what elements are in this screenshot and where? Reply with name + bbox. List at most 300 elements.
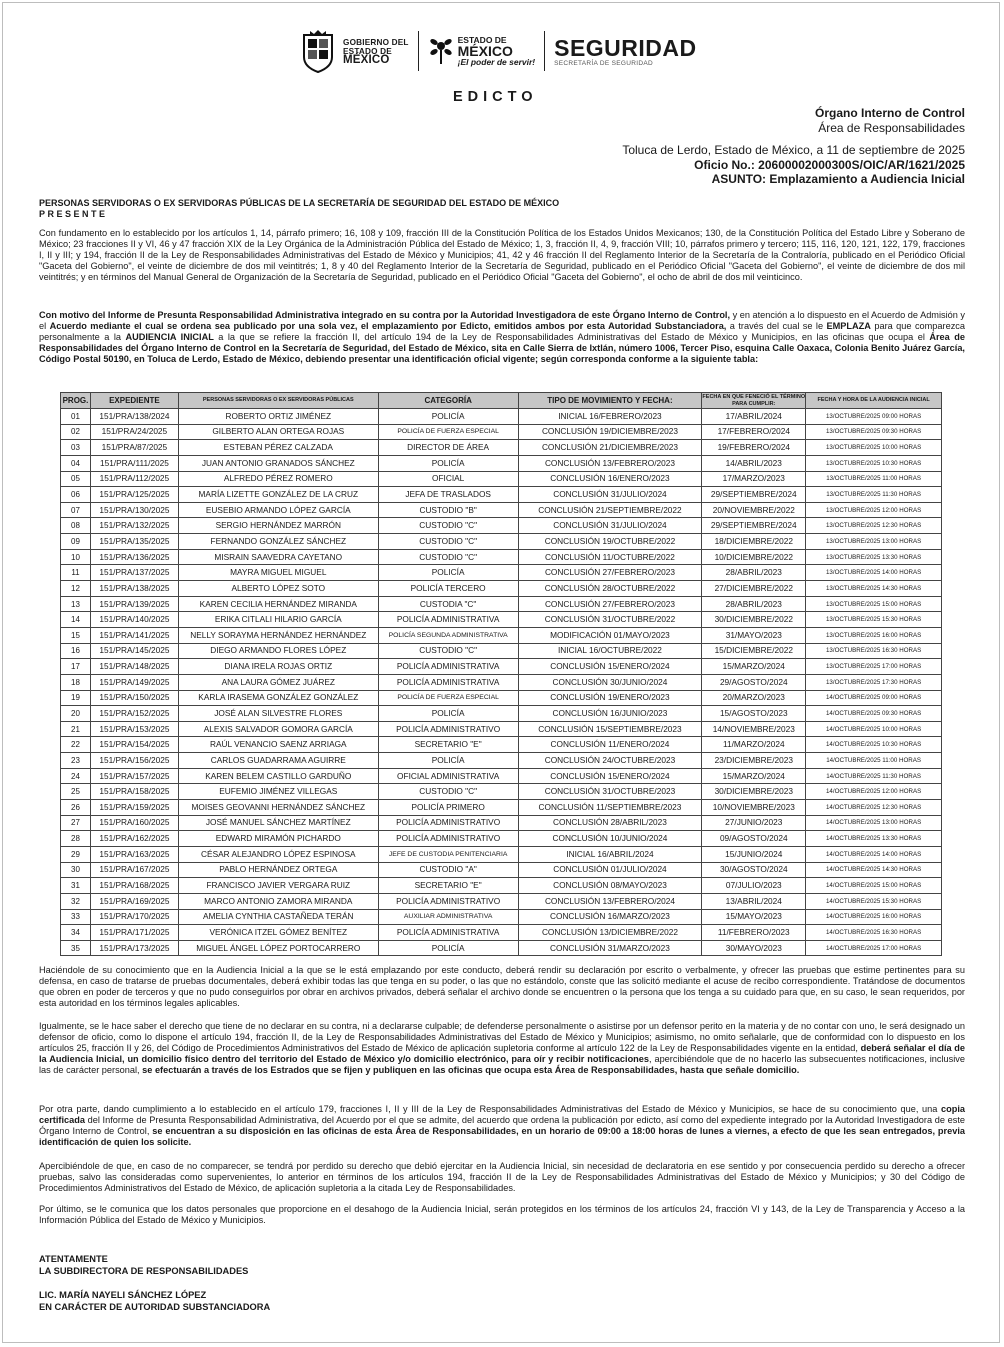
cell-audiencia: 14/OCTUBRE/2025 13:30 HORAS: [806, 831, 942, 847]
cell-movimiento: CONCLUSIÓN 01/JULIO/2024: [518, 862, 702, 878]
cell-expediente: 151/PRA/137/2025: [90, 565, 178, 581]
cell-prog: 30: [61, 862, 91, 878]
cell-fenecio: 29/SEPTIEMBRE/2024: [702, 518, 806, 534]
cell-persona: KARLA IRASEMA GONZÁLEZ GONZÁLEZ: [178, 690, 378, 706]
cell-expediente: 151/PRA/24/2025: [90, 424, 178, 440]
cell-expediente: 151/PRA/170/2025: [90, 909, 178, 925]
derecho-c: , apercibiéndole que de no hacerlo las subsecuentes notificaciones, inclusive las de carácter personal,: [39, 1053, 965, 1075]
cell-movimiento: CONCLUSIÓN 19/DICIEMBRE/2023: [518, 424, 702, 440]
cell-persona: ESTEBAN PÉREZ CALZADA: [178, 440, 378, 456]
cell-categoria: AUXILIAR ADMINISTRATIVA: [378, 909, 518, 925]
cell-prog: 20: [61, 706, 91, 722]
cell-audiencia: 13/OCTUBRE/2025 10:30 HORAS: [806, 455, 942, 471]
edomex-flower-icon: [428, 36, 454, 66]
cell-prog: 06: [61, 487, 91, 503]
cell-movimiento: CONCLUSIÓN 31/OCTUBRE/2023: [518, 784, 702, 800]
cell-movimiento: CONCLUSIÓN 27/FEBRERO/2023: [518, 565, 702, 581]
cell-expediente: 151/PRA/152/2025: [90, 706, 178, 722]
cell-movimiento: CONCLUSIÓN 28/ABRIL/2023: [518, 815, 702, 831]
cell-categoria: DIRECTOR DE ÁREA: [378, 440, 518, 456]
table-row: [61, 878, 942, 894]
table-row: [61, 596, 942, 612]
table-row: [61, 768, 942, 784]
cell-fenecio: 27/JUNIO/2023: [702, 815, 806, 831]
cell-prog: 27: [61, 815, 91, 831]
cell-persona: CÉSAR ALEJANDRO LÓPEZ ESPINOSA: [178, 846, 378, 862]
cell-categoria: POLICÍA PRIMERO: [378, 800, 518, 816]
cell-expediente: 151/PRA/169/2025: [90, 893, 178, 909]
cell-persona: ALFREDO PÉREZ ROMERO: [178, 471, 378, 487]
cell-audiencia: 13/OCTUBRE/2025 15:00 HORAS: [806, 596, 942, 612]
table-row: [61, 487, 942, 503]
cell-categoria: POLICÍA DE FUERZA ESPECIAL: [378, 690, 518, 706]
cell-persona: ALEXIS SALVADOR GOMORA GARCÍA: [178, 721, 378, 737]
cell-movimiento: CONCLUSIÓN 16/MARZO/2023: [518, 909, 702, 925]
cell-persona: KAREN BELEM CASTILLO GARDUÑO: [178, 768, 378, 784]
cell-persona: RAÚL VENANCIO SAENZ ARRIAGA: [178, 737, 378, 753]
apercibo-paragraph: Apercibiéndole de que, en caso de no comparecer, se tendrá por perdido su derecho que debió ejercitar en la Audiencia Inicial, sin necesidad de declaratoria en ese sentido y por consecuencia perdido su derecho a ofrecer pruebas, salvo las consideradas como supervenientes, lo anterior en términos de los artículos 194, fracción II de la Ley de Responsabilidades Administrativas del Estado de México y Municipios; y 30 del Código de Procedimientos Administrativos del Estado de México, de aplicación supletoria a la citada Ley de Responsabilidades.: [39, 1161, 965, 1193]
cell-persona: VERÓNICA ITZEL GÓMEZ BENÍTEZ: [178, 925, 378, 941]
edomex-logo: [428, 35, 535, 68]
col-header: PROG.: [61, 393, 91, 409]
table-row: [61, 674, 942, 690]
cell-categoria: POLICÍA: [378, 753, 518, 769]
cell-categoria: POLICÍA: [378, 940, 518, 956]
cell-movimiento: CONCLUSIÓN 16/JUNIO/2023: [518, 706, 702, 722]
cell-fenecio: 09/AGOSTO/2024: [702, 831, 806, 847]
col-header: FECHA EN QUE FENECIÓ EL TÉRMINO PARA CUMPLIR:: [702, 394, 806, 407]
copia-b: copia certificada: [39, 1104, 965, 1125]
cell-audiencia: 13/OCTUBRE/2025 14:00 HORAS: [806, 565, 942, 581]
derecho-a: Igualmente, se le hace saber el derecho que tiene de no declarar en su contra, ni a declararse culpable; de defenderse personalmente o asistirse por un defensor perito en la materia y de no contar con uno, le será designado un defensor de oficio, como lo dispone el artículo 194, fracción II, de la Ley de Responsabilidades Administrativas del Estado de México y Municipios; asimismo, no omito señalarle, que de conformidad con lo dispuesto en los artículos 25, fracción II y 26, del Código de Procedimientos Administrativos del Estado de México de aplicación supletoria conforme al artículo 122 de la Ley de Responsabilidades vigente en la entidad,: [39, 1021, 965, 1053]
cell-persona: MISRAIN SAAVEDRA CAYETANO: [178, 549, 378, 565]
cell-prog: 22: [61, 737, 91, 753]
cell-prog: 32: [61, 893, 91, 909]
col-header: CATEGORÍA: [378, 393, 518, 409]
cell-audiencia: 13/OCTUBRE/2025 12:00 HORAS: [806, 502, 942, 518]
cell-movimiento: CONCLUSIÓN 31/JULIO/2024: [518, 487, 702, 503]
table-row: [61, 706, 942, 722]
cell-prog: 29: [61, 846, 91, 862]
cell-expediente: 151/PRA/160/2025: [90, 815, 178, 831]
cell-audiencia: 14/OCTUBRE/2025 10:30 HORAS: [806, 737, 942, 753]
table-row: [61, 721, 942, 737]
cell-categoria: POLICÍA: [378, 565, 518, 581]
cell-fenecio: 18/DICIEMBRE/2022: [702, 534, 806, 550]
cell-movimiento: CONCLUSIÓN 31/MARZO/2023: [518, 940, 702, 956]
cell-movimiento: MODIFICACIÓN 01/MAYO/2023: [518, 627, 702, 643]
table-row: [61, 502, 942, 518]
cell-expediente: 151/PRA/145/2025: [90, 643, 178, 659]
table-row: [61, 518, 942, 534]
cell-expediente: 151/PRA/140/2025: [90, 612, 178, 628]
cell-audiencia: 13/OCTUBRE/2025 14:30 HORAS: [806, 581, 942, 597]
cell-prog: 28: [61, 831, 91, 847]
table-row: [61, 627, 942, 643]
declaracion-paragraph: Haciéndole de su conocimiento que en la Audiencia Inicial a la que se le está emplazando por este conducto, deberá rendir su declaración por escrito o verbalmente, y ofrecer las pruebas que estime pertinentes para su defensa, en caso de tratarse de pruebas documentales, deberá exhibir todas las que tenga en su poder, o las que no estándolo, conste que las solicitó mediante el acuse de recibo correspondiente. Tratándose de documentos que obren en poder de terceros y que no pudo conseguirlos por obrar en archivos privados, deberá señalar el archivo donde se encuentren o la persona que los tenga a su cuidado para que, en su caso, le sean requeridos, por esta autoridad en los términos legales aplicables.: [39, 965, 965, 1008]
logo-divider: [418, 31, 419, 71]
cell-fenecio: 28/ABRIL/2023: [702, 596, 806, 612]
table-row: [61, 753, 942, 769]
table-row: [61, 549, 942, 565]
cell-categoria: CUSTODIO "C": [378, 784, 518, 800]
cell-prog: 02: [61, 424, 91, 440]
cell-audiencia: 13/OCTUBRE/2025 09:00 HORAS: [806, 409, 942, 425]
cell-categoria: JEFA DE TRASLADOS: [378, 487, 518, 503]
table-row: [61, 893, 942, 909]
state-seal-icon: [300, 29, 336, 73]
cell-categoria: CUSTODIO "C": [378, 643, 518, 659]
cell-audiencia: 14/OCTUBRE/2025 12:30 HORAS: [806, 800, 942, 816]
cell-prog: 03: [61, 440, 91, 456]
cell-categoria: SECRETARIO "E": [378, 737, 518, 753]
cell-audiencia: 14/OCTUBRE/2025 16:00 HORAS: [806, 909, 942, 925]
table-row: [61, 659, 942, 675]
cell-prog: 35: [61, 940, 91, 956]
cell-categoria: POLICÍA: [378, 409, 518, 425]
col-header: TIPO DE MOVIMIENTO Y FECHA:: [518, 393, 702, 409]
cell-expediente: 151/PRA/149/2025: [90, 674, 178, 690]
cell-movimiento: CONCLUSIÓN 16/ENERO/2023: [518, 471, 702, 487]
cell-movimiento: CONCLUSIÓN 15/SEPTIEMBRE/2023: [518, 721, 702, 737]
cell-persona: DIEGO ARMANDO FLORES LÓPEZ: [178, 643, 378, 659]
cell-persona: JOSÉ ALAN SILVESTRE FLORES: [178, 706, 378, 722]
cell-fenecio: 17/MARZO/2023: [702, 471, 806, 487]
copia-c: del Informe de Presunta Responsabilidad Administrativa, del Acuerdo por el que se admite, del acuerdo que ordena la publicación por edicto, así como del expediente integrado por la Autoridad Investigadora de este Órgano Interno de Control,: [39, 1114, 965, 1136]
cell-audiencia: 14/OCTUBRE/2025 14:30 HORAS: [806, 862, 942, 878]
place-date: Toluca de Lerdo, Estado de México, a 11 de septiembre de 2025: [622, 143, 965, 157]
cell-prog: 25: [61, 784, 91, 800]
table-row: [61, 815, 942, 831]
cell-audiencia: 13/OCTUBRE/2025 13:30 HORAS: [806, 549, 942, 565]
cell-categoria: CUSTODIA "C": [378, 596, 518, 612]
cell-categoria: CUSTODIO "B": [378, 502, 518, 518]
area-responsabilidades: Área de Responsabilidades: [818, 120, 965, 135]
cell-persona: EDWARD MIRAMÓN PICHARDO: [178, 831, 378, 847]
cell-persona: MARÍA LIZETTE GONZÁLEZ DE LA CRUZ: [178, 487, 378, 503]
cell-fenecio: 23/DICIEMBRE/2023: [702, 753, 806, 769]
cell-movimiento: CONCLUSIÓN 10/JUNIO/2024: [518, 831, 702, 847]
cell-movimiento: CONCLUSIÓN 28/OCTUBRE/2022: [518, 581, 702, 597]
cell-persona: AMELIA CYNTHIA CASTAÑEDA TERÁN: [178, 909, 378, 925]
cell-persona: NELLY SORAYMA HERNÁNDEZ HERNÁNDEZ: [178, 627, 378, 643]
cell-prog: 14: [61, 612, 91, 628]
cell-fenecio: 29/SEPTIEMBRE/2024: [702, 487, 806, 503]
addressee-line: PERSONAS SERVIDORAS O EX SERVIDORAS PÚBLICAS DE LA SECRETARÍA DE SEGURIDAD DEL ESTADO DE MÉXICO: [39, 198, 560, 208]
cell-audiencia: 14/OCTUBRE/2025 09:00 HORAS: [806, 690, 942, 706]
cell-categoria: CUSTODIO "C": [378, 549, 518, 565]
cell-persona: MIGUEL ÁNGEL LÓPEZ PORTOCARRERO: [178, 940, 378, 956]
motivo-t8: a la que se refiere la fracción II, del artículo 194 de la Ley de Responsabilidades Administrativas del Estado de México y Municipios, en las oficinas que ocupa el: [213, 331, 930, 342]
cell-movimiento: CONCLUSIÓN 15/ENERO/2024: [518, 768, 702, 784]
cell-fenecio: 19/FEBRERO/2024: [702, 440, 806, 456]
table-row: [61, 862, 942, 878]
cell-persona: FRANCISCO JAVIER VERGARA RUIZ: [178, 878, 378, 894]
cell-expediente: 151/PRA/153/2025: [90, 721, 178, 737]
cell-persona: ERIKA CITLALI HILARIO GARCÍA: [178, 612, 378, 628]
cell-audiencia: 13/OCTUBRE/2025 11:30 HORAS: [806, 487, 942, 503]
cell-fenecio: 17/FEBRERO/2024: [702, 424, 806, 440]
asunto: ASUNTO: Emplazamiento a Audiencia Inicial: [711, 172, 965, 186]
gobierno-line1: GOBIERNO DEL: [343, 37, 409, 47]
cell-audiencia: 13/OCTUBRE/2025 10:00 HORAS: [806, 440, 942, 456]
cell-expediente: 151/PRA/173/2025: [90, 940, 178, 956]
copia-paragraph: [39, 1104, 965, 1148]
cell-expediente: 151/PRA/87/2025: [90, 440, 178, 456]
cell-fenecio: 15/JUNIO/2024: [702, 846, 806, 862]
oficio-number: Oficio No.: 20600002000300S/OIC/AR/1621/2025: [694, 157, 965, 172]
copia-a: Por otra parte, dando cumplimiento a lo establecido en el artículo 179, fracciones I, II y III de la Ley de Responsabilidades Administrativas del Estado de México y Municipios, se hace de su conocimiento que, una: [39, 1104, 941, 1114]
cell-expediente: 151/PRA/171/2025: [90, 925, 178, 941]
cell-expediente: 151/PRA/156/2025: [90, 753, 178, 769]
signature-cargo: LA SUBDIRECTORA DE RESPONSABILIDADES: [39, 1265, 249, 1276]
col-header: FECHA Y HORA DE LA AUDIENCIA INICIAL: [806, 393, 942, 409]
cell-movimiento: CONCLUSIÓN 13/FEBRERO/2024: [518, 893, 702, 909]
cell-prog: 23: [61, 753, 91, 769]
cell-movimiento: CONCLUSIÓN 15/ENERO/2024: [518, 659, 702, 675]
table-row: [61, 940, 942, 956]
gobierno-line3: MÉXICO: [343, 53, 390, 66]
cell-persona: FERNANDO GONZÁLEZ SÁNCHEZ: [178, 534, 378, 550]
cell-categoria: POLICÍA ADMINISTRATIVO: [378, 831, 518, 847]
cell-prog: 04: [61, 455, 91, 471]
signature-block-top: [39, 1254, 248, 1277]
cell-fenecio: 20/NOVIEMBRE/2022: [702, 502, 806, 518]
col-header: EXPEDIENTE: [90, 393, 178, 409]
cell-prog: 18: [61, 674, 91, 690]
cell-movimiento: CONCLUSIÓN 24/OCTUBRE/2023: [518, 753, 702, 769]
table-row: [61, 471, 942, 487]
cell-prog: 01: [61, 409, 91, 425]
cell-movimiento: CONCLUSIÓN 11/OCTUBRE/2022: [518, 549, 702, 565]
cell-persona: EUFEMIO JIMÉNEZ VILLEGAS: [178, 784, 378, 800]
cell-prog: 26: [61, 800, 91, 816]
cell-categoria: OFICIAL ADMINISTRATIVA: [378, 768, 518, 784]
cell-fenecio: 15/MAYO/2023: [702, 909, 806, 925]
table-row: [61, 831, 942, 847]
cell-persona: JOSÉ MANUEL SÁNCHEZ MARTÍNEZ: [178, 815, 378, 831]
cell-prog: 34: [61, 925, 91, 941]
cell-categoria: POLICÍA ADMINISTRATIVO: [378, 721, 518, 737]
cell-fenecio: 11/MARZO/2024: [702, 737, 806, 753]
derecho-d: se efectuarán a través de los Estrados que se fijen y publiquen en las oficinas que ocupa esta Área de Responsabilidades, hasta que señale domicilio.: [142, 1064, 800, 1075]
cell-categoria: POLICÍA: [378, 455, 518, 471]
motivo-b3: Acuerdo mediante el cual se ordena sea publicado por una sola vez, el emplazamiento por Edicto, emitidos ambos por esta Autoridad Substanciadora,: [49, 320, 727, 331]
cell-movimiento: CONCLUSIÓN 19/ENERO/2023: [518, 690, 702, 706]
cell-fenecio: 20/MARZO/2023: [702, 690, 806, 706]
cell-expediente: 151/PRA/132/2025: [90, 518, 178, 534]
cell-audiencia: 14/OCTUBRE/2025 16:30 HORAS: [806, 925, 942, 941]
table-row: [61, 565, 942, 581]
cell-fenecio: 27/DICIEMBRE/2022: [702, 581, 806, 597]
cell-prog: 09: [61, 534, 91, 550]
cell-prog: 24: [61, 768, 91, 784]
table-row: [61, 925, 942, 941]
cell-movimiento: INICIAL 16/ABRIL/2024: [518, 846, 702, 862]
cell-movimiento: CONCLUSIÓN 19/OCTUBRE/2022: [518, 534, 702, 550]
copia-d: se encuentran a su disposición en las oficinas de esta Área de Responsabilidades, en un horario de 09:00 a 18:00 horas de lunes a viernes, a efecto de que les sean entregados, previa identificación de quien los solicite.: [39, 1125, 965, 1147]
cell-expediente: 151/PRA/148/2025: [90, 659, 178, 675]
edomex-line2: MÉXICO: [457, 42, 513, 59]
atentamente: ATENTAMENTE: [39, 1254, 108, 1264]
cell-categoria: POLICÍA ADMINISTRATIVA: [378, 612, 518, 628]
table-header-row: [61, 393, 942, 409]
cell-persona: MAYRA MIGUEL MIGUEL: [178, 565, 378, 581]
presente: PRESENTE: [39, 209, 108, 219]
cell-prog: 16: [61, 643, 91, 659]
table-row: [61, 424, 942, 440]
cell-categoria: POLICÍA SEGUNDA ADMINISTRATIVA: [378, 627, 518, 643]
table-row: [61, 784, 942, 800]
cell-prog: 10: [61, 549, 91, 565]
cell-persona: SERGIO HERNÁNDEZ MARRÓN: [178, 518, 378, 534]
cell-fenecio: 10/NOVIEMBRE/2023: [702, 800, 806, 816]
cell-audiencia: 14/OCTUBRE/2025 11:30 HORAS: [806, 768, 942, 784]
cell-audiencia: 13/OCTUBRE/2025 11:00 HORAS: [806, 471, 942, 487]
cell-audiencia: 13/OCTUBRE/2025 09:30 HORAS: [806, 424, 942, 440]
table-row: [61, 737, 942, 753]
addressee: [39, 198, 559, 220]
signature-nombre: LIC. MARÍA NAYELI SÁNCHEZ LÓPEZ: [39, 1290, 207, 1300]
cell-movimiento: CONCLUSIÓN 21/SEPTIEMBRE/2022: [518, 502, 702, 518]
cell-audiencia: 13/OCTUBRE/2025 17:30 HORAS: [806, 674, 942, 690]
cell-expediente: 151/PRA/141/2025: [90, 627, 178, 643]
cell-fenecio: 30/MAYO/2023: [702, 940, 806, 956]
intro-paragraph: Con fundamento en lo establecido por los artículos 1, 14, párrafo primero; 16, 108 y 109, fracción III de la Constitución Política de los Estados Unidos Mexicanos; 130, de la Constitución Política del Estado Libre y Soberano de México; 23 fracciones II y VI, 46 y 47 fracción XIX de la Ley Orgánica de la Administración Pública del Estado de México; 1, 3, fracción II, 4, 9, fracción VIII; 10, párrafos primero y tercero; 115, 116, 120, 121, 122, 179, fracciones I, II y III; y 194, fracción II de la Ley de Responsabilidades Administrativas del Estado de México y Municipios; 41, 42 y 46 fracción II del Reglamento Interior de la Secretaría de la Contraloría, publicado en el Periódico Oficial "Gaceta del Gobierno", el veinte de diciembre de dos mil veintitrés; 1, 8 y 40 del Reglamento Interior de la Secretaría de Seguridad, publicado en el Periódico Oficial "Gaceta del Gobierno", el veinte de diciembre de dos mil veintitrés; y en términos del Manual General de Organización de la Secretaría de Seguridad, publicado en el Periódico Oficial "Gaceta del Gobierno", el ocho de abril de dos mil veinticinco.: [39, 228, 965, 282]
cell-fenecio: 14/NOVIEMBRE/2023: [702, 721, 806, 737]
cell-fenecio: 07/JULIO/2023: [702, 878, 806, 894]
table-row: [61, 643, 942, 659]
cell-fenecio: 28/ABRIL/2023: [702, 565, 806, 581]
derecho-paragraph: [39, 1021, 965, 1076]
cell-persona: GILBERTO ALAN ORTEGA ROJAS: [178, 424, 378, 440]
cell-movimiento: CONCLUSIÓN 31/JULIO/2024: [518, 518, 702, 534]
cell-fenecio: 11/FEBRERO/2023: [702, 925, 806, 941]
cell-prog: 15: [61, 627, 91, 643]
seguridad-subtitle: SECRETARÍA DE SEGURIDAD: [554, 59, 653, 67]
motivo-t4: a través del cual se le: [726, 320, 827, 331]
cell-prog: 08: [61, 518, 91, 534]
cell-fenecio: 14/ABRIL/2023: [702, 455, 806, 471]
cell-fenecio: 31/MAYO/2023: [702, 627, 806, 643]
cell-prog: 13: [61, 596, 91, 612]
cell-audiencia: 14/OCTUBRE/2025 13:00 HORAS: [806, 815, 942, 831]
cell-categoria: CUSTODIO "C": [378, 518, 518, 534]
motivo-b9: Área de Responsabilidades del Órgano Interno de Control en la Secretaría de Seguridad, del Estado de México, sita en Calle Sierra de Ixtlán, número 1006, Tercer Piso, esquina Calle Oaxaca, Colonia Benito Juárez García, Código Postal 50190, en Toluca de Lerdo, Estado de México, debiendo presentar una identificación oficial vigente; según corresponda conforme a la siguiente tabla:: [39, 331, 965, 364]
header-logos: [300, 26, 697, 76]
cell-categoria: POLICÍA ADMINISTRATIVA: [378, 925, 518, 941]
cell-fenecio: 15/AGOSTO/2023: [702, 706, 806, 722]
motivo-b1: Con motivo del Informe de Presunta Responsabilidad Administrativa integrado en su contra por la Autoridad Investigadora de este Órgano Interno de Control,: [39, 310, 731, 320]
cell-prog: 21: [61, 721, 91, 737]
table-row: [61, 690, 942, 706]
cell-fenecio: 30/AGOSTO/2024: [702, 862, 806, 878]
cell-expediente: 151/PRA/138/2025: [90, 581, 178, 597]
cell-expediente: 151/PRA/158/2025: [90, 784, 178, 800]
gobierno-logo: [300, 29, 409, 73]
cell-fenecio: 30/DICIEMBRE/2023: [702, 784, 806, 800]
cases-table: [60, 392, 942, 956]
cell-prog: 05: [61, 471, 91, 487]
cell-fenecio: 15/DICIEMBRE/2022: [702, 643, 806, 659]
cell-audiencia: 14/OCTUBRE/2025 15:30 HORAS: [806, 893, 942, 909]
cell-persona: PABLO HERNÁNDEZ ORTEGA: [178, 862, 378, 878]
cell-audiencia: 13/OCTUBRE/2025 13:00 HORAS: [806, 534, 942, 550]
cell-audiencia: 14/OCTUBRE/2025 12:00 HORAS: [806, 784, 942, 800]
motivo-paragraph: [39, 310, 965, 365]
cell-persona: MARCO ANTONIO ZAMORA MIRANDA: [178, 893, 378, 909]
cell-expediente: 151/PRA/112/2025: [90, 471, 178, 487]
cell-categoria: JEFE DE CUSTODIA PENITENCIARIA: [378, 846, 518, 862]
cell-expediente: 151/PRA/163/2025: [90, 846, 178, 862]
cell-persona: ROBERTO ORTIZ JIMÉNEZ: [178, 409, 378, 425]
signature-caracter: EN CARÁCTER DE AUTORIDAD SUBSTANCIADORA: [39, 1301, 271, 1312]
gobierno-line2: ESTADO DE: [343, 46, 392, 56]
cell-categoria: CUSTODIO "A": [378, 862, 518, 878]
cell-expediente: 151/PRA/139/2025: [90, 596, 178, 612]
cell-persona: EUSEBIO ARMANDO LÓPEZ GARCÍA: [178, 502, 378, 518]
cell-movimiento: CONCLUSIÓN 13/DICIEMBRE/2022: [518, 925, 702, 941]
cell-prog: 19: [61, 690, 91, 706]
cell-prog: 11: [61, 565, 91, 581]
document-title: EDICTO: [453, 89, 538, 105]
cell-movimiento: CONCLUSIÓN 13/FEBRERO/2023: [518, 455, 702, 471]
cell-fenecio: 15/MARZO/2024: [702, 768, 806, 784]
cell-expediente: 151/PRA/125/2025: [90, 487, 178, 503]
cell-categoria: POLICÍA ADMINISTRATIVO: [378, 815, 518, 831]
cell-fenecio: 30/DICIEMBRE/2022: [702, 612, 806, 628]
cell-movimiento: CONCLUSIÓN 11/SEPTIEMBRE/2023: [518, 800, 702, 816]
cell-expediente: 151/PRA/130/2025: [90, 502, 178, 518]
cell-expediente: 151/PRA/154/2025: [90, 737, 178, 753]
cell-expediente: 151/PRA/136/2025: [90, 549, 178, 565]
cell-audiencia: 13/OCTUBRE/2025 15:30 HORAS: [806, 612, 942, 628]
cell-fenecio: 10/DICIEMBRE/2022: [702, 549, 806, 565]
cell-movimiento: CONCLUSIÓN 21/DICIEMBRE/2023: [518, 440, 702, 456]
table-row: [61, 534, 942, 550]
cell-audiencia: 13/OCTUBRE/2025 12:30 HORAS: [806, 518, 942, 534]
cell-prog: 33: [61, 909, 91, 925]
cell-categoria: SECRETARIO "E": [378, 878, 518, 894]
cell-expediente: 151/PRA/157/2025: [90, 768, 178, 784]
cell-categoria: POLICÍA ADMINISTRATIVA: [378, 674, 518, 690]
cell-categoria: OFICIAL: [378, 471, 518, 487]
cell-movimiento: CONCLUSIÓN 08/MAYO/2023: [518, 878, 702, 894]
motivo-b5: EMPLAZA: [826, 320, 871, 331]
cell-audiencia: 14/OCTUBRE/2025 10:00 HORAS: [806, 721, 942, 737]
cell-categoria: POLICÍA ADMINISTRATIVA: [378, 659, 518, 675]
seguridad-title: SEGURIDAD: [554, 34, 697, 61]
datos-paragraph: Por último, se le comunica que los datos personales que proporcione en el desahogo de la Audiencia Inicial, serán protegidos en los términos de los artículos 24, fracción VI y 143, de la Ley de Transparencia y Acceso a la Información Pública del Estado de México y Municipios.: [39, 1204, 965, 1225]
motivo-t2: y en atención a lo dispuesto en el Acuerdo de Admisión y el: [39, 310, 965, 331]
cell-audiencia: 13/OCTUBRE/2025 16:00 HORAS: [806, 627, 942, 643]
table-row: [61, 581, 942, 597]
cell-movimiento: CONCLUSIÓN 11/ENERO/2024: [518, 737, 702, 753]
cell-movimiento: CONCLUSIÓN 27/FEBRERO/2023: [518, 596, 702, 612]
cell-audiencia: 14/OCTUBRE/2025 17:00 HORAS: [806, 940, 942, 956]
cell-persona: DIANA IRELA ROJAS ORTIZ: [178, 659, 378, 675]
cell-fenecio: 17/ABRIL/2024: [702, 409, 806, 425]
logo-divider-2: [544, 31, 545, 71]
cell-audiencia: 14/OCTUBRE/2025 11:00 HORAS: [806, 753, 942, 769]
cell-audiencia: 14/OCTUBRE/2025 14:00 HORAS: [806, 846, 942, 862]
office-block: [622, 106, 965, 187]
motivo-t6: para que comparezca personalmente a la: [39, 320, 965, 342]
cell-persona: KAREN CECILIA HERNÁNDEZ MIRANDA: [178, 596, 378, 612]
cell-expediente: 151/PRA/111/2025: [90, 455, 178, 471]
cell-expediente: 151/PRA/159/2025: [90, 800, 178, 816]
cell-fenecio: 13/ABRIL/2024: [702, 893, 806, 909]
